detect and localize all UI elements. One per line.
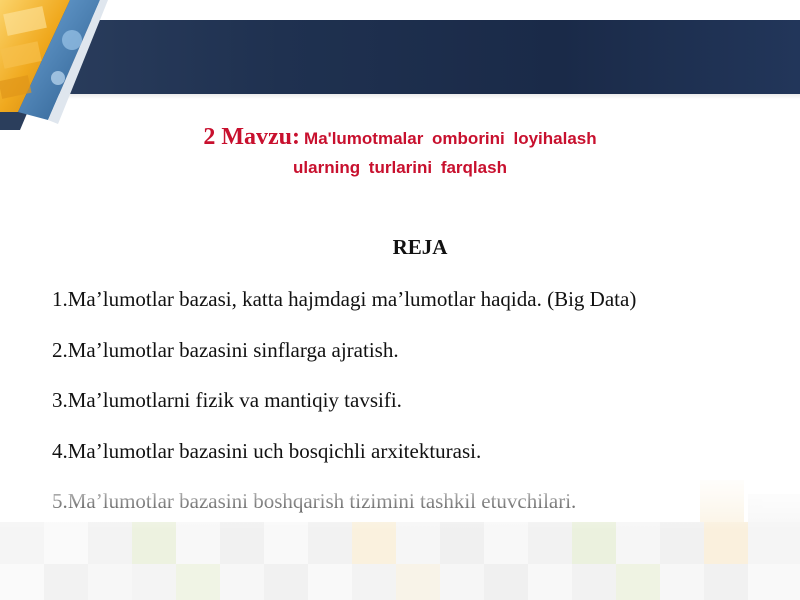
title-text: Ma'lumotmalar omborini loyihalash (304, 129, 597, 148)
header-band (0, 20, 800, 94)
plan-item-4: 4.Ma’lumotlar bazasini uch bosqichli arxitekturasi. (52, 438, 482, 463)
title-prefix: 2 Mavzu: (203, 124, 301, 150)
plan-item-3: 3.Ma’lumotlarni fizik va mantiqiy tavsifi. (52, 388, 402, 412)
plan-item-2: 2.Ma’lumotlar bazasini sinflarga ajratish. (52, 337, 399, 362)
slide-title-line-1 (0, 124, 800, 151)
corner-decorative-image (0, 0, 110, 130)
bottom-decorative-pattern (0, 470, 800, 600)
slide-title-line-2: ularning turlarini farqlash (293, 158, 507, 177)
plan-heading: REJA (392, 235, 448, 259)
header-shadow (0, 94, 800, 99)
plan-item-1: 1.Ma’lumotlar bazasi, katta hajmdagi ma’lumotlar haqida. (Big Data) (52, 287, 637, 311)
